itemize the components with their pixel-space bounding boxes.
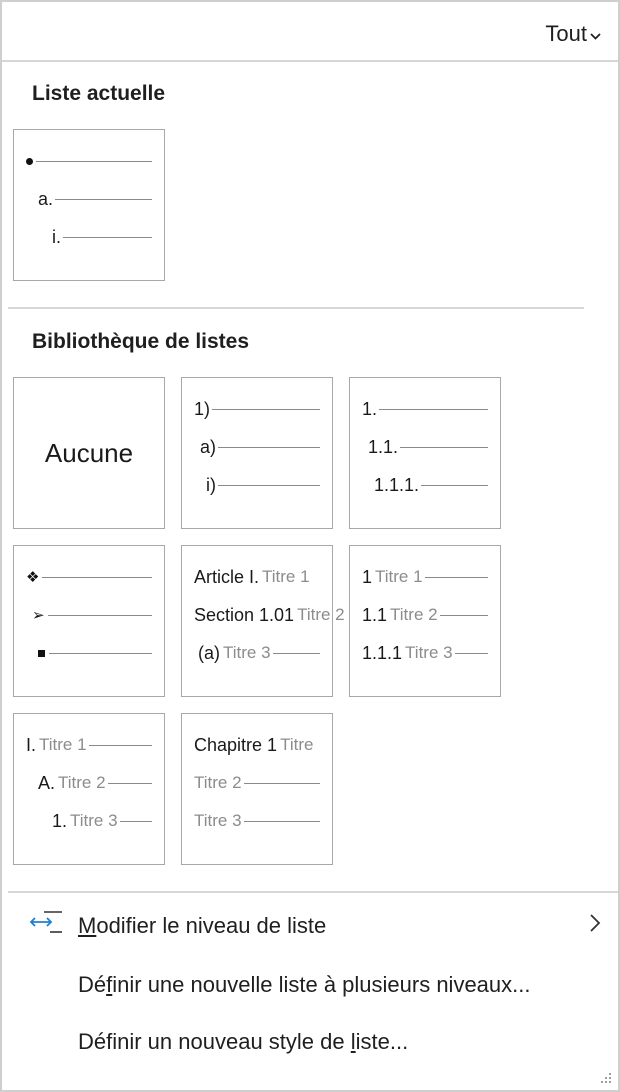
- heading-style-label: Titre 3: [405, 643, 453, 662]
- change-list-level-icon: [28, 908, 64, 936]
- chevron-down-icon: [589, 31, 602, 41]
- list-level-row: [26, 150, 152, 172]
- level-number: (a): [198, 642, 220, 663]
- heading-style-label: Titre 2: [194, 773, 242, 792]
- level-number: Section 1.01: [194, 604, 295, 625]
- square-bullet-icon: [38, 650, 45, 657]
- list-decimal-tile[interactable]: [349, 377, 501, 529]
- list-roman-outline-tile[interactable]: [13, 713, 165, 865]
- none-label: Aucune: [44, 437, 134, 468]
- menu-item-text: iste...: [355, 1029, 409, 1054]
- list-level-row: [52, 810, 152, 832]
- level-line: [379, 409, 488, 410]
- list-level-row: [362, 398, 488, 420]
- chevron-right-icon: [588, 912, 602, 934]
- section-separator: [8, 307, 584, 309]
- level-line: [212, 409, 320, 410]
- level-number: A.: [38, 772, 56, 793]
- diamond-bullet-icon: ❖: [26, 569, 40, 586]
- list-level-row: [194, 604, 345, 626]
- menu-separator: [8, 891, 618, 893]
- level-line: [55, 199, 152, 200]
- level-number: a): [200, 436, 217, 457]
- level-line: [244, 783, 320, 784]
- level-line: [63, 237, 152, 238]
- heading-style-label: Titre 2: [297, 605, 345, 624]
- level-line: [120, 821, 152, 822]
- level-line: [218, 447, 320, 448]
- current-list-title: Liste actuelle: [32, 82, 166, 105]
- level-line: [425, 577, 488, 578]
- heading-style-label: Titre 3: [194, 811, 242, 830]
- arrow-bullet-icon: ➢: [32, 607, 45, 624]
- bullet-icon: [26, 158, 33, 165]
- list-none-tile[interactable]: [13, 377, 165, 529]
- heading-style-label: Titre: [280, 735, 314, 754]
- level-number: Article I.: [194, 566, 260, 587]
- level-line: [89, 745, 152, 746]
- level-number: 1.: [52, 810, 68, 831]
- list-level-row: [194, 398, 320, 420]
- list-level-row: [26, 566, 152, 588]
- change-list-level-menu-item[interactable]: [78, 913, 326, 939]
- level-number: 1.: [362, 398, 378, 419]
- filter-label: Tout: [545, 21, 587, 46]
- menu-item-text: Définir un nouveau style de: [78, 1029, 351, 1054]
- list-level-row: [362, 642, 488, 664]
- list-level-row: [206, 474, 320, 496]
- heading-style-label: Titre 1: [39, 735, 87, 754]
- heading-style-label: Titre 1: [262, 567, 310, 586]
- level-number: 1.1.: [368, 436, 399, 457]
- level-line: [273, 653, 320, 654]
- heading-style-label: Titre 2: [390, 605, 438, 624]
- menu-item-mnemonic: M: [78, 913, 97, 938]
- library-title: Bibliothèque de listes: [32, 330, 250, 353]
- list-level-row: [374, 474, 488, 496]
- list-heading-numbered-tile[interactable]: [349, 545, 501, 697]
- current-list-tile[interactable]: [13, 129, 165, 281]
- menu-item-text: odifier le niveau de liste: [96, 913, 327, 938]
- level-line: [421, 485, 488, 486]
- heading-style-label: Titre 3: [70, 811, 118, 830]
- list-level-row: [194, 810, 320, 832]
- list-level-row: [194, 566, 332, 588]
- level-line: [440, 615, 488, 616]
- list-level-row: [198, 642, 320, 664]
- level-number: i.: [52, 226, 61, 247]
- heading-style-label: Titre 1: [375, 567, 423, 586]
- menu-item-text: Dé: [78, 972, 107, 997]
- list-symbol-bullets-tile[interactable]: [13, 545, 165, 697]
- level-line: [108, 783, 152, 784]
- level-number: Chapitre 1: [194, 734, 278, 755]
- list-level-row: [200, 436, 320, 458]
- list-level-row: [194, 772, 320, 794]
- level-line: [42, 577, 152, 578]
- list-article-section-tile[interactable]: [181, 545, 345, 697]
- level-line: [48, 615, 152, 616]
- level-line: [218, 485, 320, 486]
- list-level-row: [362, 604, 488, 626]
- list-level-row: [38, 772, 152, 794]
- level-number: 1.1: [362, 604, 388, 625]
- resize-grip-icon[interactable]: [598, 1070, 612, 1084]
- heading-style-label: Titre 3: [223, 643, 271, 662]
- level-line: [244, 821, 320, 822]
- list-level-row: [38, 188, 152, 210]
- list-level-row: [38, 642, 152, 664]
- list-paren-tile[interactable]: [181, 377, 333, 529]
- level-number: 1.1.1.: [374, 474, 420, 495]
- list-chapter-tile[interactable]: [181, 713, 333, 865]
- level-line: [49, 653, 152, 654]
- filter-dropdown[interactable]: [545, 20, 602, 48]
- list-level-row: [368, 436, 488, 458]
- list-level-row: [52, 226, 152, 248]
- level-number: a.: [38, 188, 54, 209]
- level-number: 1: [362, 566, 373, 587]
- list-level-row: [26, 734, 152, 756]
- level-number: 1): [194, 398, 211, 419]
- list-level-row: [194, 734, 332, 756]
- level-line: [36, 161, 152, 162]
- level-line: [400, 447, 488, 448]
- define-list-style-menu-item[interactable]: [78, 1029, 408, 1055]
- define-multilevel-list-menu-item[interactable]: [78, 972, 531, 998]
- list-level-row: [32, 604, 152, 626]
- menu-item-mnemonic: f: [106, 972, 113, 997]
- level-line: [455, 653, 488, 654]
- header-separator: [2, 60, 618, 62]
- level-number: i): [206, 474, 216, 495]
- level-number: I.: [26, 734, 37, 755]
- list-level-row: [362, 566, 488, 588]
- heading-style-label: Titre 2: [58, 773, 106, 792]
- menu-item-mnemonic: l: [350, 1029, 356, 1054]
- menu-item-text: inir une nouvelle liste à plusieurs niveaux...: [112, 972, 531, 997]
- level-number: 1.1.1: [362, 642, 403, 663]
